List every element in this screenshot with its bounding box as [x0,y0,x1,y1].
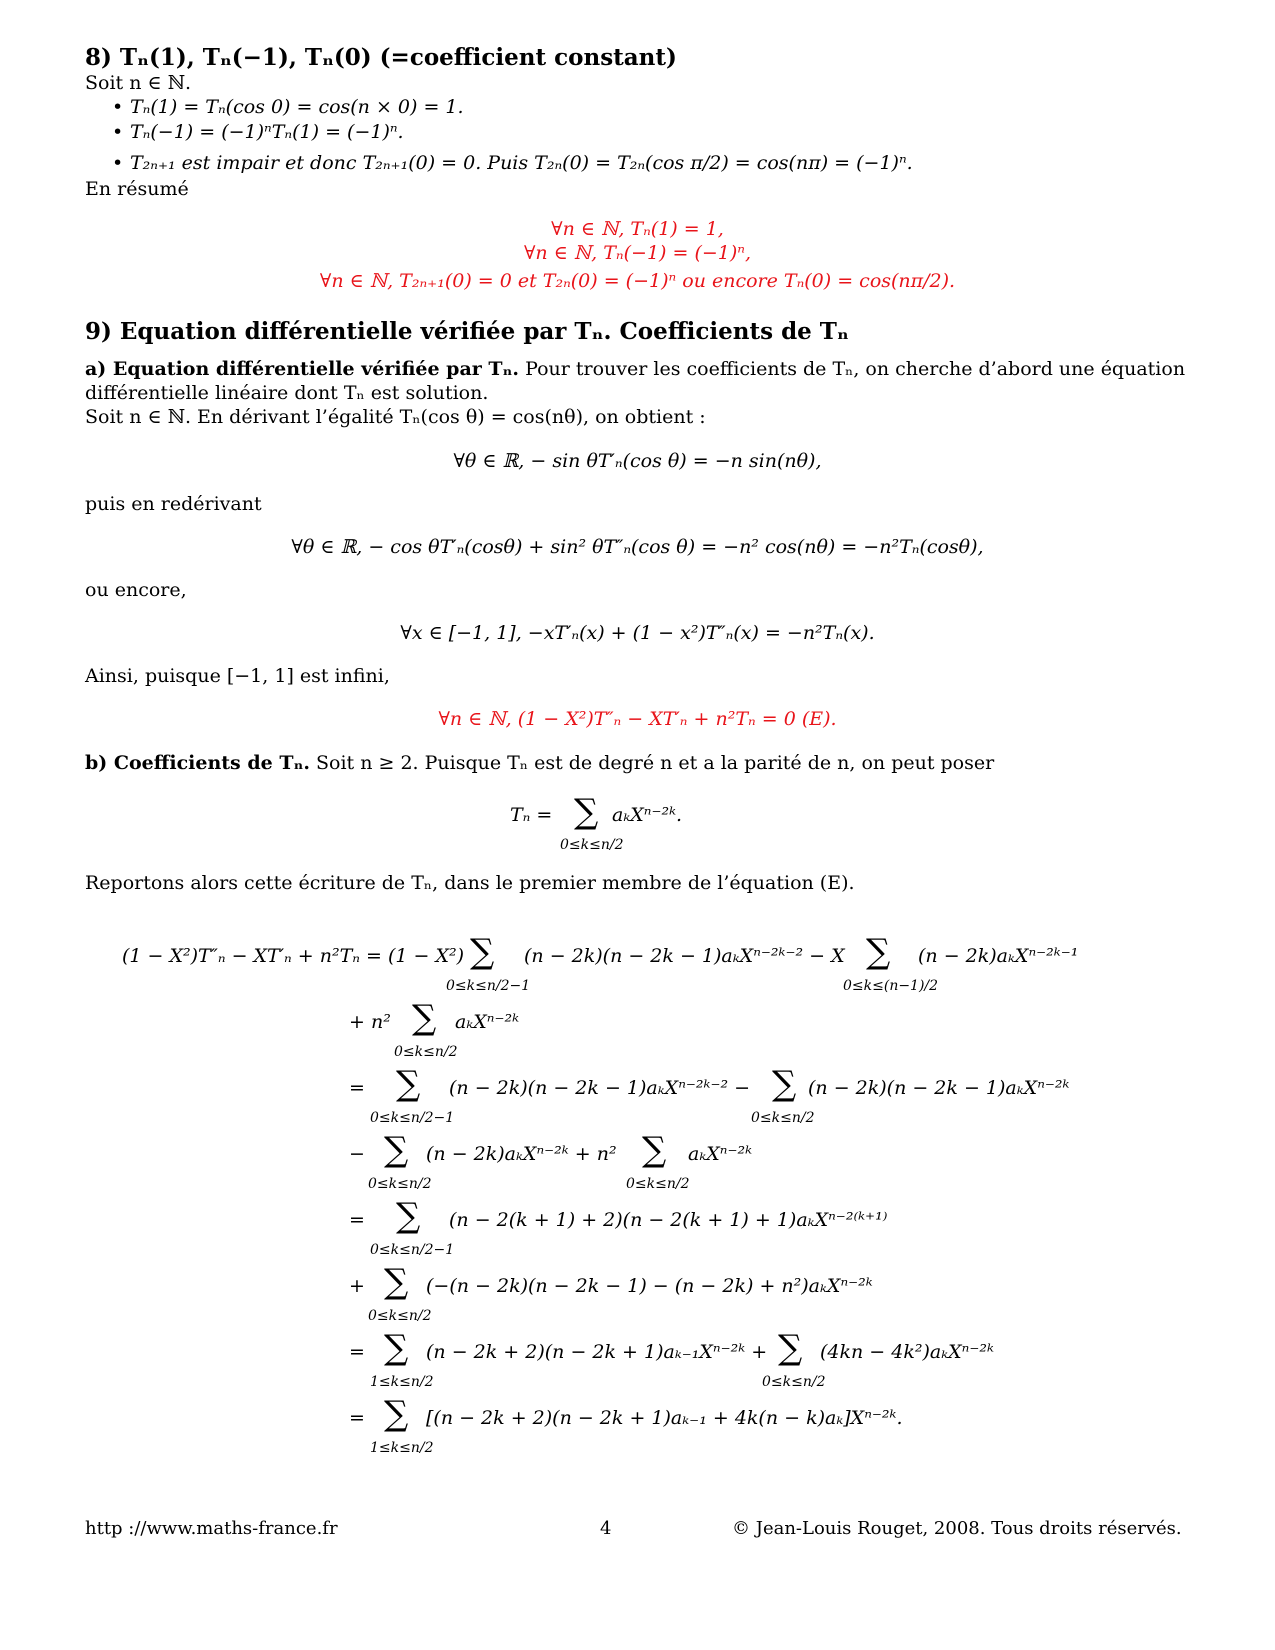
calc-6-term-1: (n − 2k + 2)(n − 2k + 1)aₖ₋₁Xⁿ⁻²ᵏ + [426,1341,768,1363]
s8-bullet-2: • Tₙ(−1) = (−1)ⁿTₙ(1) = (−1)ⁿ. [130,121,404,143]
tn-lhs: Tₙ = [510,804,553,826]
calc-6-range-1: 1≤k≤n/2 [370,1374,434,1390]
s9a-text-1: Pour trouver les coefficients de Tₙ, on cherche d’abord une équation [525,358,1186,380]
footer-copyright: © Jean-Louis Rouget, 2008. Tous droits réservés. [732,1518,1182,1539]
s8-summary-line-3: ∀n ∈ ℕ, T₂ₙ₊₁(0) = 0 et T₂ₙ(0) = (−1)ⁿ ou encore Tₙ(0) = cos(nπ/2). [319,270,956,292]
calc-2-term-2: (n − 2k)(n − 2k − 1)aₖXⁿ⁻²ᵏ [808,1077,1070,1099]
equation-2: ∀θ ∈ ℝ, − cos θT′ₙ(cosθ) + sin² θT″ₙ(cos θ) = −n² cos(nθ) = −n²Tₙ(cosθ), [291,536,984,558]
calc-2-lhs: = [349,1077,365,1099]
calc-2-sum-1: ∑ [396,1064,421,1104]
s9a-text-3: Soit n ∈ ℕ. En dérivant l’égalité Tₙ(cos θ) = cos(nθ), on obtient : [85,406,706,428]
calc-7-range: 1≤k≤n/2 [370,1440,434,1456]
calc-3-term-2: aₖXⁿ⁻²ᵏ [688,1143,753,1165]
calc-5-term: (−(n − 2k)(n − 2k − 1) − (n − 2k) + n²)aₖXⁿ⁻²ᵏ [426,1275,873,1297]
footer-page-number: 4 [600,1518,612,1539]
calc-4-range: 0≤k≤n/2−1 [370,1242,455,1258]
ou-encore-text: ou encore, [85,579,187,601]
calc-2-range-1: 0≤k≤n/2−1 [370,1110,455,1126]
calc-4-sum: ∑ [396,1196,421,1236]
calc-4-lhs: = [349,1209,365,1231]
calc-3-sum-1: ∑ [384,1130,409,1170]
s8-bullet-1: • Tₙ(1) = Tₙ(cos 0) = cos(n × 0) = 1. [130,96,464,118]
calc-3-sum-2: ∑ [642,1130,667,1170]
calc-5-range: 0≤k≤n/2 [368,1308,432,1324]
calc-3-range-1: 0≤k≤n/2 [368,1176,432,1192]
s9b-text: Soit n ≥ 2. Puisque Tₙ est de degré n et a la parité de n, on peut poser [316,752,995,774]
s9b-line [85,752,994,774]
s8-intro: Soit n ∈ ℕ. [85,72,191,94]
redev-text: puis en redérivant [85,493,262,515]
s9a-line-1 [85,358,1185,380]
s8-summary-label: En résumé [85,178,189,200]
s9b-title: b) Coefficients de Tₙ. [85,752,310,774]
ainsi-text: Ainsi, puisque [−1, 1] est infini, [85,665,390,687]
section-9-heading: 9) Equation différentielle vérifiée par Tₙ. Coefficients de Tₙ [85,318,849,345]
calc-1-range: 0≤k≤n/2 [394,1044,458,1060]
tn-rhs: aₖXⁿ⁻²ᵏ. [612,804,683,826]
sum-symbol: ∑ [574,792,599,832]
s8-summary-line-2: ∀n ∈ ℕ, Tₙ(−1) = (−1)ⁿ, [523,242,752,264]
calc-3-term-1: (n − 2k)aₖXⁿ⁻²ᵏ + n² [426,1143,617,1165]
calc-0-range-1: 0≤k≤n/2−1 [446,978,531,994]
s8-summary-line-1: ∀n ∈ ℕ, Tₙ(1) = 1, [551,218,724,240]
calc-0-term-1: (n − 2k)(n − 2k − 1)aₖXⁿ⁻²ᵏ⁻² − X [524,945,845,967]
calc-2-range-2: 0≤k≤n/2 [751,1110,815,1126]
calc-3-range-2: 0≤k≤n/2 [626,1176,690,1192]
calc-7-term: [(n − 2k + 2)(n − 2k + 1)aₖ₋₁ + 4k(n − k)aₖ]Xⁿ⁻²ᵏ. [426,1407,903,1429]
s8-bullet-3: • T₂ₙ₊₁ est impair et donc T₂ₙ₊₁(0) = 0. Puis T₂ₙ(0) = T₂ₙ(cos π/2) = cos(nπ) = (−1)ⁿ. [130,152,913,174]
calc-6-sum-2: ∑ [778,1328,803,1368]
calc-2-sum-2: ∑ [772,1064,797,1104]
calc-3-lhs: − [349,1143,365,1165]
s9a-title: a) Equation différentielle vérifiée par Tₙ. [85,358,520,380]
s9a-text-2: différentielle linéaire dont Tₙ est solution. [85,382,489,404]
equation-1: ∀θ ∈ ℝ, − sin θT′ₙ(cos θ) = −n sin(nθ), [453,450,822,472]
calc-6-lhs: = [349,1341,365,1363]
calc-4-term: (n − 2(k + 1) + 2)(n − 2(k + 1) + 1)aₖXⁿ⁻²⁽ᵏ⁺¹⁾ [449,1209,888,1231]
calc-1-lhs: + n² [349,1011,391,1033]
calc-0-term-2: (n − 2k)aₖXⁿ⁻²ᵏ⁻¹ [918,945,1079,967]
calc-5-sum: ∑ [384,1262,409,1302]
calc-7-sum: ∑ [384,1394,409,1434]
calc-0-sum-1: ∑ [470,932,495,972]
calc-1-sum: ∑ [412,998,437,1038]
section-8-heading: 8) Tₙ(1), Tₙ(−1), Tₙ(0) (=coefficient constant) [85,44,677,71]
equation-E: ∀n ∈ ℕ, (1 − X²)T″ₙ − XT′ₙ + n²Tₙ = 0 (E). [438,708,837,730]
calc-2-term-1: (n − 2k)(n − 2k − 1)aₖXⁿ⁻²ᵏ⁻² − [449,1077,751,1099]
calc-7-lhs: = [349,1407,365,1429]
sum-range: 0≤k≤n/2 [560,837,624,853]
equation-3: ∀x ∈ [−1, 1], −xT′ₙ(x) + (1 − x²)T″ₙ(x) = −n²Tₙ(x). [400,622,875,644]
calc-0-sum-2: ∑ [866,932,891,972]
calc-5-lhs: + [349,1275,365,1297]
calc-0-range-2: 0≤k≤(n−1)/2 [843,978,939,994]
reportons-text: Reportons alors cette écriture de Tₙ, dans le premier membre de l’équation (E). [85,872,855,894]
calc-1-term: aₖXⁿ⁻²ᵏ [455,1011,520,1033]
calc-0-lhs: (1 − X²)T″ₙ − XT′ₙ + n²Tₙ = (1 − X²) [122,945,465,967]
calc-6-sum-1: ∑ [384,1328,409,1368]
calc-6-term-2: (4kn − 4k²)aₖXⁿ⁻²ᵏ [820,1341,994,1363]
calc-6-range-2: 0≤k≤n/2 [762,1374,826,1390]
footer-url: http ://www.maths-france.fr [85,1518,338,1539]
